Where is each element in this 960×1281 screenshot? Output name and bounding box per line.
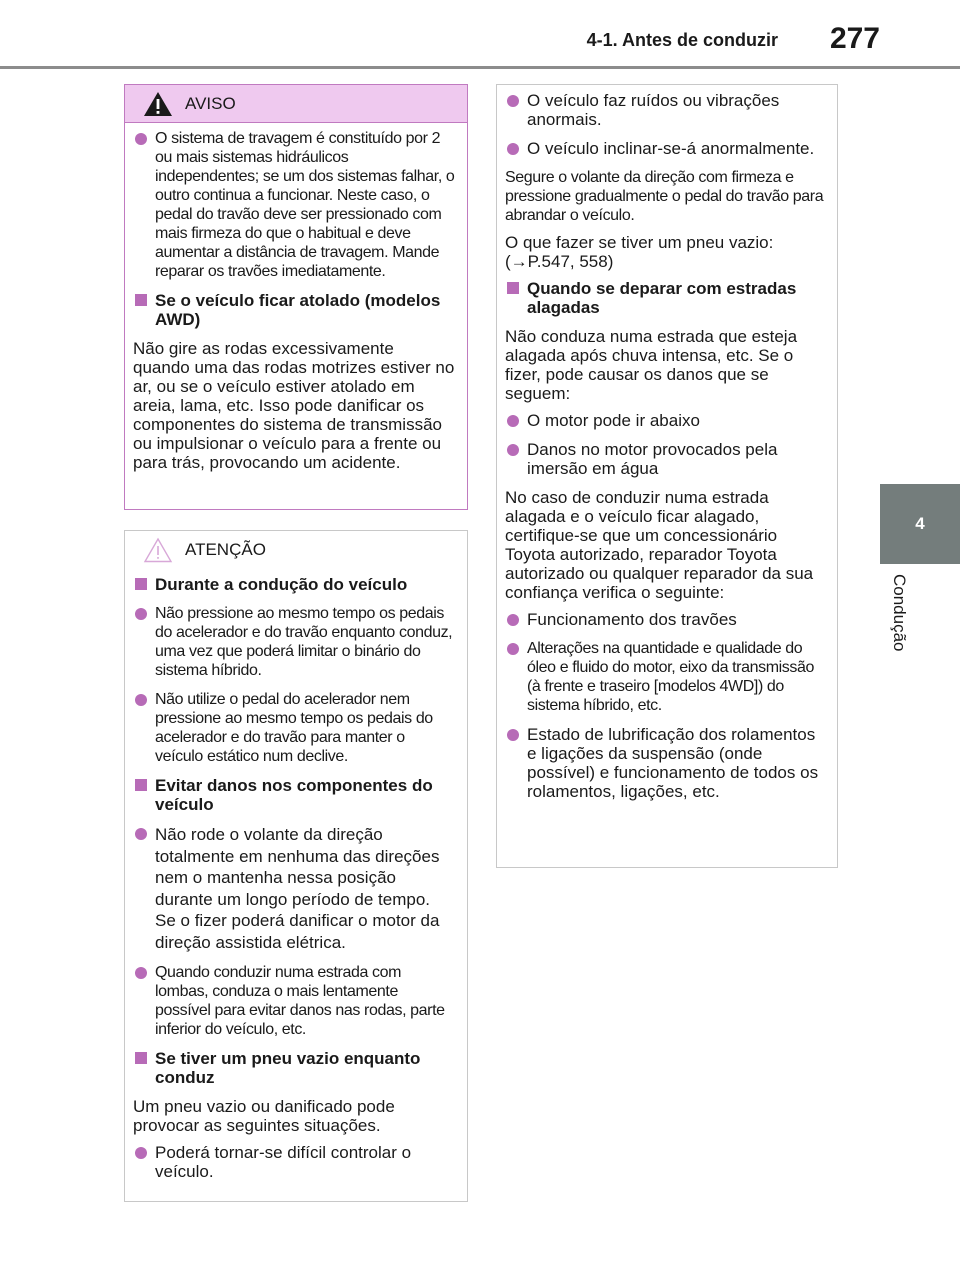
subheading: Evitar danos nos componentes do veículo xyxy=(133,776,455,814)
bullet-icon xyxy=(507,415,519,427)
subheading: Se o veículo ficar atolado (modelos AWD) xyxy=(133,291,455,329)
aviso-label: AVISO xyxy=(185,93,236,113)
square-bullet-icon xyxy=(135,294,147,306)
list-item: Alterações na quantidade e qualidade do óleo e fluido do motor, eixo da transmissão (à frente e traseiro [modelos 4WD]) do sistema híbrido, etc. xyxy=(505,639,825,715)
aviso-box xyxy=(124,84,468,510)
list-item: Estado de lubrificação dos rolamentos e ligações da suspensão (onde possível) e funcionamento de todos os rolamentos, ligações, etc. xyxy=(505,725,825,801)
aviso-header xyxy=(125,85,467,123)
list-item: Poderá tornar-se difícil controlar o veículo. xyxy=(133,1143,455,1181)
list-item: Danos no motor provocados pela imersão em água xyxy=(505,440,825,478)
square-bullet-icon xyxy=(135,1052,147,1064)
paragraph: No caso de conduzir numa estrada alagada e o veículo ficar alagado, certifique-se que um concessionário Toyota autorizado, reparador Toyota autorizado ou qualquer reparador da sua confiança verifica o seguinte: xyxy=(505,488,814,602)
list-item: O veículo inclinar-se-á anormalmente. xyxy=(505,139,825,158)
list-item: O sistema de travagem é constituído por 2 ou mais sistemas hidráulicos independentes; se um dos sistemas falhar, o outro continua a funcionar. Neste caso, o pedal do travão deve ser pressionado com mais firmeza do que o habitual e deve aumentar a distância de travagem. Mande reparar os travões imediatamente. xyxy=(133,129,455,281)
bullet-icon xyxy=(507,614,519,626)
square-bullet-icon xyxy=(135,779,147,791)
subheading: Quando se deparar com estradas alagadas xyxy=(505,279,825,317)
paragraph: O que fazer se tiver um pneu vazio: (→P.547, 558) xyxy=(505,233,774,271)
atencao-header xyxy=(125,531,467,569)
square-bullet-icon xyxy=(507,282,519,294)
chapter-number: 4 xyxy=(915,514,925,533)
bullet-icon xyxy=(507,444,519,456)
list-item: Funcionamento dos travões xyxy=(505,610,825,629)
paragraph: Não conduza numa estrada que esteja alagada após chuva intensa, etc. Se o fizer, pode causar os danos que se seguem: xyxy=(505,327,798,403)
bullet-icon xyxy=(135,694,147,706)
list-item: Não pressione ao mesmo tempo os pedais do acelerador e do travão enquanto conduz, uma vez que poderá limitar o binário do sistema híbrido. xyxy=(133,604,455,680)
bullet-icon xyxy=(507,729,519,741)
continuation-box xyxy=(496,84,838,868)
chapter-label: Condução xyxy=(890,574,909,652)
bullet-icon xyxy=(135,608,147,620)
section-title: 4-1. Antes de conduzir xyxy=(586,30,778,50)
subheading: Durante a condução do veículo xyxy=(133,575,455,594)
bullet-icon xyxy=(507,95,519,107)
bullet-icon xyxy=(135,1147,147,1159)
bullet-icon xyxy=(135,828,147,840)
chapter-tab[interactable] xyxy=(880,484,960,564)
list-item: O veículo faz ruídos ou vibrações anormais. xyxy=(505,91,825,129)
bullet-icon xyxy=(507,143,519,155)
page-number: 277 xyxy=(829,22,880,55)
warning-icon xyxy=(143,91,173,117)
list-item: Quando conduzir numa estrada com lombas, conduza o mais lentamente possível para evitar danos nas rodas, parte inferior do veículo, etc. xyxy=(133,963,455,1039)
paragraph: Não gire as rodas excessivamente quando uma das rodas motrizes estiver no ar, ou se o veículo estiver atolado em areia, lama, etc. Isso pode danificar os componentes do sistema de transmissão ou impulsionar o veículo para a frente ou para trás, provocando um acidente. xyxy=(133,339,455,472)
atencao-label: ATENÇÃO xyxy=(185,540,266,559)
bullet-icon xyxy=(507,643,519,655)
atencao-box xyxy=(124,530,468,1202)
square-bullet-icon xyxy=(135,578,147,590)
list-item: O motor pode ir abaixo xyxy=(505,411,825,430)
list-item: Não utilize o pedal do acelerador nem pressione ao mesmo tempo os pedais do acelerador e do travão para manter o veículo estático num declive. xyxy=(133,690,455,766)
list-item: Não rode o volante da direção totalmente em nenhuma das direções nem o mantenha nessa posição durante um longo período de tempo. Se o fizer poderá danificar o motor da direção assistida elétrica. xyxy=(133,824,455,953)
bullet-icon xyxy=(135,967,147,979)
header-divider xyxy=(0,66,960,69)
paragraph: Segure o volante da direção com firmeza e pressione gradualmente o pedal do travão para abrandar o veículo. xyxy=(505,169,824,224)
paragraph: Um pneu vazio ou danificado pode provocar as seguintes situações. xyxy=(133,1097,395,1135)
subheading: Se tiver um pneu vazio enquanto conduz xyxy=(133,1049,455,1087)
caution-icon xyxy=(143,537,173,563)
bullet-icon xyxy=(135,133,147,145)
